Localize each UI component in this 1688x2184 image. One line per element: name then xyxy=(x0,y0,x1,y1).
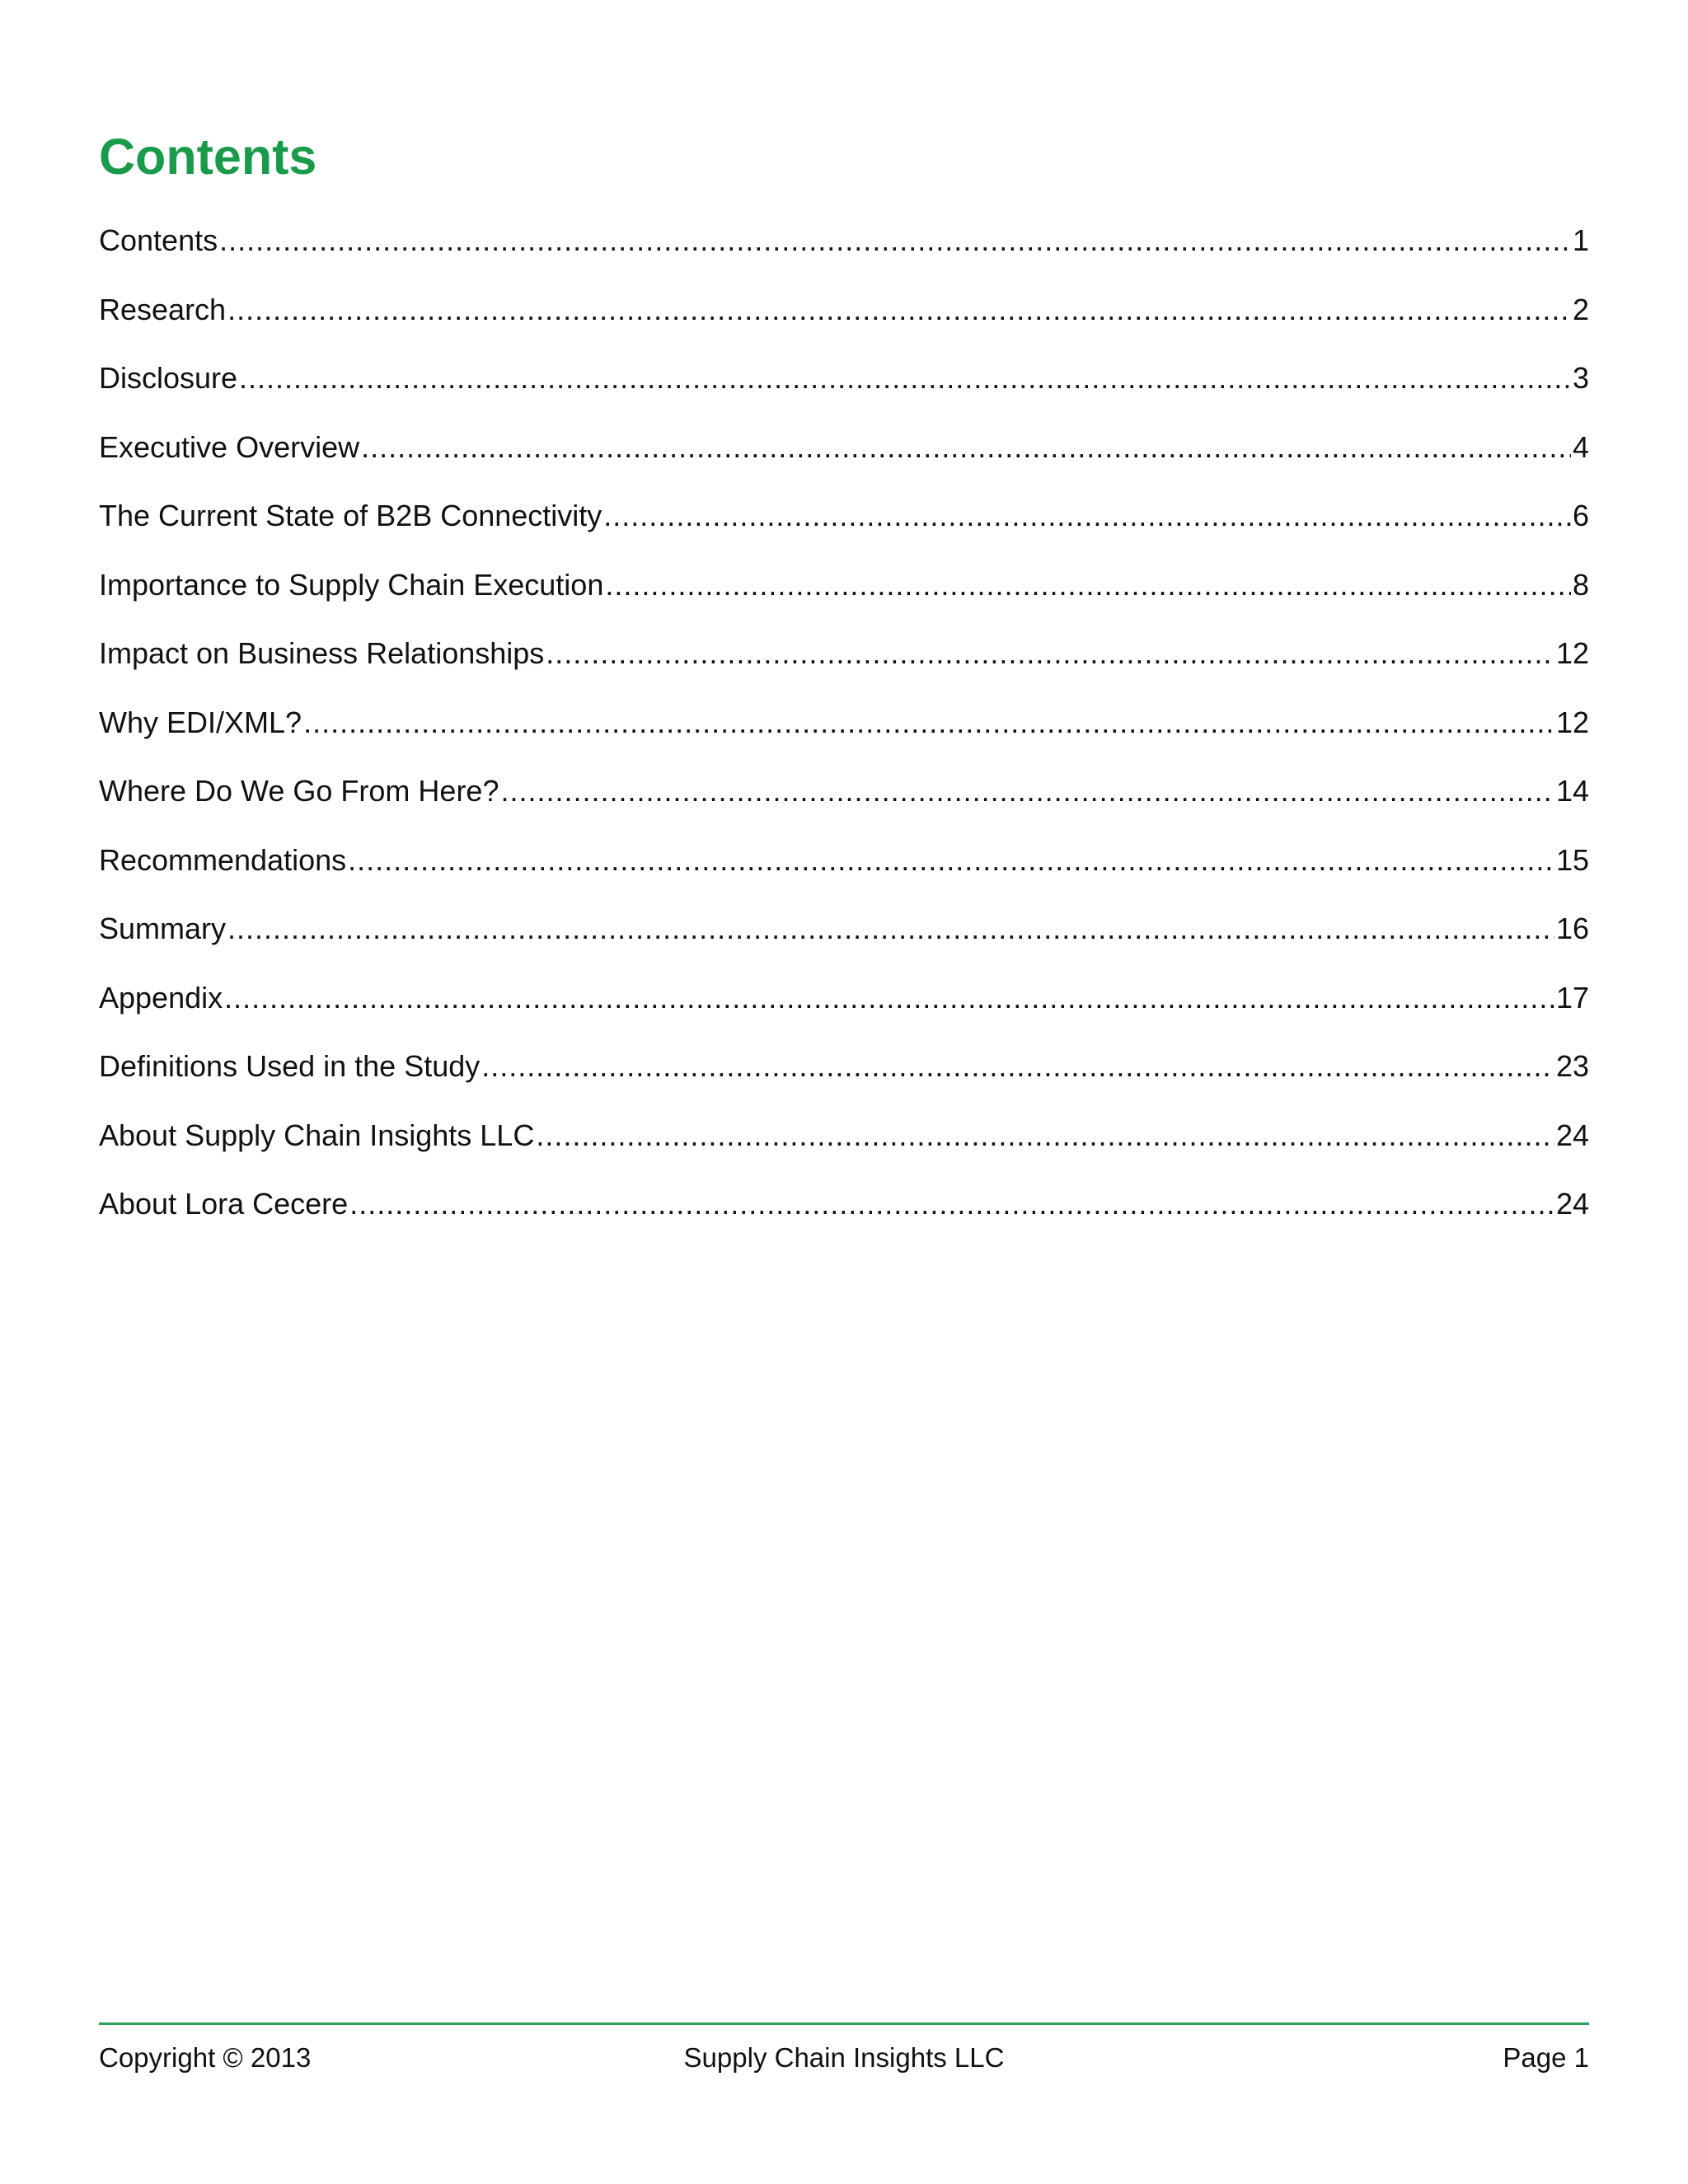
toc-dot-leader xyxy=(219,218,1571,264)
toc-entry-label: Recommendations xyxy=(99,842,347,877)
toc-entry-page: 23 xyxy=(1555,1049,1589,1083)
footer-copyright: Copyright © 2013 xyxy=(99,2042,312,2073)
toc-entry-page: 12 xyxy=(1555,636,1589,670)
toc-dot-leader xyxy=(348,837,1554,883)
footer-company: Supply Chain Insights LLC xyxy=(683,2042,1005,2073)
toc-dot-leader xyxy=(536,1113,1554,1159)
toc-entry-page: 4 xyxy=(1572,429,1589,464)
toc-dot-leader xyxy=(481,1043,1554,1090)
toc-entry-label: Research xyxy=(99,292,227,326)
toc-dot-leader xyxy=(239,355,1571,401)
toc-dot-leader xyxy=(227,906,1554,952)
toc-entry-label: Importance to Supply Chain Execution xyxy=(99,567,604,602)
footer-divider xyxy=(99,2022,1589,2025)
toc-entry[interactable] xyxy=(99,630,1589,700)
page-title: Contents xyxy=(99,129,317,185)
toc-entry-page: 8 xyxy=(1572,567,1589,602)
toc-entry[interactable] xyxy=(99,355,1589,424)
toc-entry-page: 3 xyxy=(1572,361,1589,395)
toc-entry[interactable] xyxy=(99,700,1589,769)
toc-dot-leader xyxy=(361,424,1571,471)
toc-dot-leader xyxy=(603,493,1571,539)
toc-entry[interactable] xyxy=(99,768,1589,837)
toc-entry-page: 2 xyxy=(1572,292,1589,326)
toc-entry-label: Where Do We Go From Here? xyxy=(99,774,499,808)
toc-entry[interactable] xyxy=(99,493,1589,562)
footer-page-number: Page 1 xyxy=(1503,2042,1589,2073)
toc-entry-label: About Supply Chain Insights LLC xyxy=(99,1118,535,1152)
toc-entry[interactable] xyxy=(99,837,1589,907)
toc-entry[interactable] xyxy=(99,1181,1589,1250)
toc-entry-page: 24 xyxy=(1555,1118,1589,1152)
table-of-contents xyxy=(99,218,1589,1250)
toc-entry[interactable] xyxy=(99,906,1589,975)
toc-entry-label: Executive Overview xyxy=(99,429,360,464)
toc-dot-leader xyxy=(500,768,1554,814)
toc-entry-page: 12 xyxy=(1555,705,1589,739)
page-footer xyxy=(99,2037,1589,2079)
toc-entry[interactable] xyxy=(99,1043,1589,1113)
toc-entry-label: Impact on Business Relationships xyxy=(99,636,545,670)
toc-entry[interactable] xyxy=(99,287,1589,356)
toc-entry-label: Disclosure xyxy=(99,361,238,395)
toc-entry-page: 14 xyxy=(1555,774,1589,808)
toc-entry[interactable] xyxy=(99,562,1589,631)
toc-entry[interactable] xyxy=(99,218,1589,287)
toc-dot-leader xyxy=(546,630,1554,677)
toc-entry-label: Why EDI/XML? xyxy=(99,705,302,739)
toc-entry[interactable] xyxy=(99,975,1589,1044)
toc-dot-leader xyxy=(227,287,1571,333)
toc-entry-page: 17 xyxy=(1555,980,1589,1015)
toc-entry-label: Definitions Used in the Study xyxy=(99,1049,481,1083)
toc-dot-leader xyxy=(303,700,1554,746)
toc-entry-label: Appendix xyxy=(99,980,223,1015)
toc-entry-page: 24 xyxy=(1555,1187,1589,1221)
toc-entry-label: About Lora Cecere xyxy=(99,1187,349,1221)
toc-entry-page: 1 xyxy=(1572,223,1589,257)
toc-entry-label: Summary xyxy=(99,912,227,945)
toc-entry-page: 15 xyxy=(1555,842,1589,877)
toc-entry-page: 16 xyxy=(1555,912,1589,945)
toc-dot-leader xyxy=(224,975,1554,1021)
toc-entry[interactable] xyxy=(99,424,1589,494)
toc-entry-label: The Current State of B2B Connectivity xyxy=(99,499,603,532)
toc-dot-leader xyxy=(349,1181,1554,1227)
toc-entry-label: Contents xyxy=(99,223,218,257)
toc-dot-leader xyxy=(605,562,1571,608)
toc-entry[interactable] xyxy=(99,1113,1589,1182)
toc-entry-page: 6 xyxy=(1572,499,1589,532)
